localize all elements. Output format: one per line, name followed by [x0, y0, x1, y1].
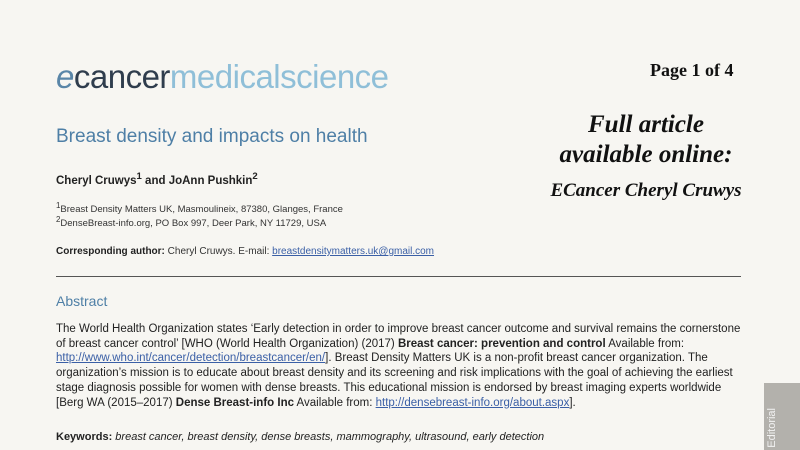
- corresponding-author: [56, 246, 434, 257]
- journal-logo: ecancermedicalscience: [56, 58, 389, 95]
- keywords-value: breast cancer, breast density, dense breasts, mammography, ultrasound, early detection: [112, 431, 545, 443]
- affiliation-superscript: 1: [56, 201, 61, 210]
- densebreast-url-link[interactable]: http://densebreast-info.org/about.aspx: [375, 396, 570, 409]
- affiliation: [56, 215, 326, 229]
- affiliation: [56, 201, 343, 215]
- author-superscript: 1: [136, 171, 142, 182]
- note-line-3: ECancer Cheryl Cruwys: [550, 180, 742, 201]
- author-list: [56, 171, 258, 187]
- abstract-heading: Abstract: [56, 293, 108, 309]
- section-divider: [56, 276, 741, 277]
- author-name: JoAnn Pushkin: [168, 174, 253, 187]
- affiliation-superscript: 2: [56, 215, 61, 224]
- side-tab-label: Editorial: [766, 408, 778, 448]
- note-line-2: available online:: [559, 141, 733, 168]
- article-title: Breast density and impacts on health: [56, 126, 368, 147]
- author-superscript: 2: [252, 171, 258, 182]
- online-availability-note: [536, 110, 756, 204]
- page-number: Page 1 of 4: [650, 60, 734, 80]
- keywords-line: [56, 431, 544, 443]
- who-url-link[interactable]: http://www.who.int/cancer/detection/breastcancer/en/: [56, 352, 326, 365]
- keywords-label: Keywords:: [56, 431, 113, 443]
- abstract-text: The World Health Organization states ‘Early detection in order to improve breast cancer outcome and survival remains the cornerstone of breast cancer control’ [WHO (World Health Organization) (2017) Breast cancer: prevention and control Available from: http://www.who.int/cancer/detection/breastcancer/en/]. Breast Density Matters UK is a non-profit breast cancer organization. The organization’s mission is to educate about breast density and its screening and risk implications with the goal of achieving the earliest stage diagnosis possible for women with dense breasts. This educational mission is endorsed by breast imaging experts worldwide [Berg WA (2015–2017) Dense Breast-info Inc Available from: http://densebreast-info.org/about.aspx].: [56, 323, 741, 409]
- corresponding-author-label: Corresponding author:: [56, 246, 165, 257]
- affiliation-text: Breast Density Matters UK, Masmoulineix, 87380, Glanges, France: [60, 204, 343, 216]
- affiliation-text: DenseBreast-info.org, PO Box 997, Deer Park, NY 11729, USA: [60, 218, 327, 230]
- section-side-tab: [764, 383, 800, 450]
- author-email-link[interactable]: breastdensitymatters.uk@gmail.com: [272, 246, 435, 257]
- author-conjunction: and: [141, 174, 169, 187]
- corresponding-author-text: Cheryl Cruwys. E-mail:: [164, 246, 273, 257]
- author-name: Cheryl Cruwys: [56, 174, 137, 187]
- abstract-bold-title: Breast cancer: prevention and control: [397, 337, 606, 350]
- note-line-1: Full article: [588, 111, 704, 138]
- abstract-bold-title: Dense Breast-info Inc: [175, 396, 294, 409]
